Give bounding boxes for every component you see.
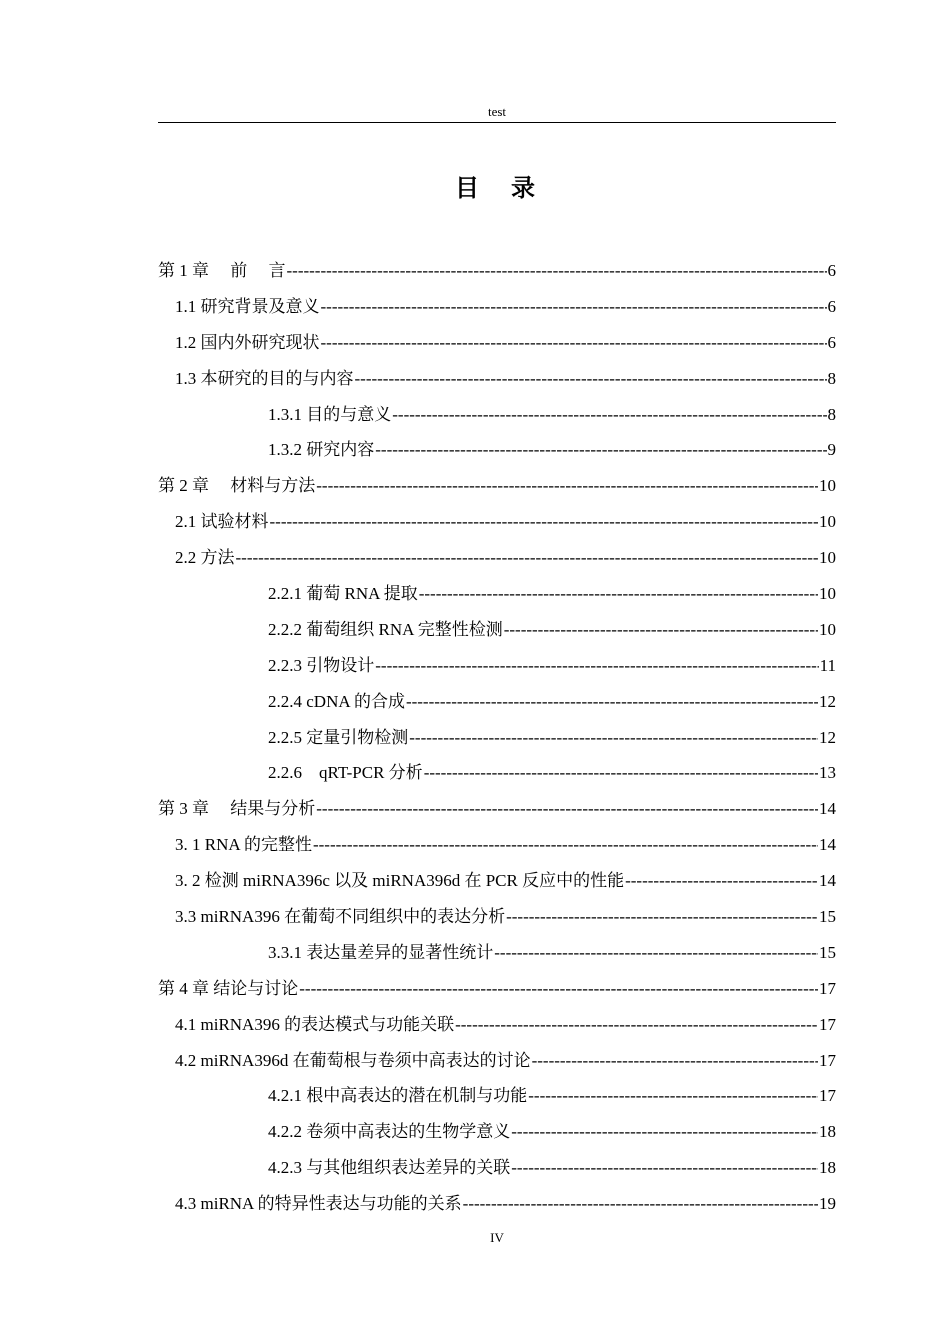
toc-entry[interactable] (158, 938, 836, 974)
toc-leader (532, 1051, 818, 1071)
toc-entry[interactable] (158, 292, 836, 328)
toc-entry-label: 2.2.1 葡萄 RNA 提取 (268, 584, 418, 604)
toc-entry[interactable] (158, 328, 836, 364)
toc-entry[interactable] (158, 974, 836, 1010)
toc-title: 目 录 (455, 174, 539, 202)
toc-entry-label: 2.2.5 定量引物检测 (268, 727, 409, 747)
toc-leader (392, 405, 826, 425)
toc-entry-label: 4.2.2 卷须中高表达的生物学意义 (268, 1122, 511, 1142)
toc-entry[interactable] (158, 1010, 836, 1046)
toc-entry[interactable] (158, 1189, 836, 1225)
toc-entry[interactable] (158, 579, 836, 615)
toc-leader (424, 763, 818, 783)
toc-entry-page: 10 (819, 584, 836, 604)
toc-entry-label: 第 4 章 结论与讨论 (158, 978, 299, 998)
toc-entry[interactable] (158, 902, 836, 938)
page-number: IV (490, 1230, 504, 1245)
toc-entry-label: 1.1 研究背景及意义 (175, 296, 320, 316)
toc-leader (528, 1086, 818, 1106)
toc-entry-label: 3.3 miRNA396 在葡萄不同组织中的表达分析 (175, 907, 506, 927)
toc-entry-label: 第 3 章 结果与分析 (158, 799, 316, 819)
toc-entry-label: 4.3 miRNA 的特异性表达与功能的关系 (175, 1194, 462, 1214)
toc-entry[interactable] (158, 400, 836, 436)
toc-entry-label: 3.3.1 表达量差异的显著性统计 (268, 942, 494, 962)
toc-leader (506, 907, 818, 927)
toc-entry[interactable] (158, 1081, 836, 1117)
toc-entry-label: 2.2.2 葡萄组织 RNA 完整性检测 (268, 619, 503, 639)
toc-leader (494, 943, 818, 963)
toc-entry-label: 4.2 miRNA396d 在葡萄根与卷须中高表达的讨论 (175, 1050, 531, 1070)
toc-leader (299, 979, 818, 999)
toc-entry[interactable] (158, 687, 836, 723)
toc-entry-label: 4.2.3 与其他组织表达差异的关联 (268, 1158, 511, 1178)
toc-leader (511, 1158, 818, 1178)
toc-entry-page: 11 (819, 655, 836, 675)
toc-leader (504, 620, 818, 640)
toc-entry[interactable] (158, 364, 836, 400)
toc-entry-page: 18 (819, 1122, 836, 1142)
toc-entry-label: 1.3.2 研究内容 (268, 440, 375, 460)
page-header: test (487, 104, 507, 119)
toc-leader (313, 835, 818, 855)
toc-leader (409, 728, 818, 748)
toc-entry-page: 12 (819, 691, 836, 711)
toc-entry-page: 14 (819, 871, 836, 891)
table-of-contents (158, 256, 836, 1225)
toc-entry-page: 6 (827, 261, 836, 280)
toc-entry[interactable] (158, 830, 836, 866)
toc-entry-page: 10 (819, 619, 836, 639)
toc-entry-label: 第 1 章 前 言 (158, 261, 286, 280)
toc-entry-page: 17 (819, 978, 836, 998)
toc-entry-label: 4.2.1 根中高表达的潜在机制与功能 (268, 1086, 528, 1106)
toc-leader (321, 333, 827, 353)
toc-leader (406, 692, 818, 712)
toc-entry[interactable] (158, 507, 836, 543)
toc-leader (236, 548, 819, 568)
toc-entry-page: 14 (819, 799, 836, 819)
toc-entry[interactable] (158, 723, 836, 759)
toc-entry[interactable] (158, 1153, 836, 1189)
toc-leader (375, 440, 826, 460)
toc-entry-page: 6 (827, 296, 836, 316)
toc-leader (316, 476, 818, 496)
toc-entry-page: 8 (827, 368, 836, 388)
toc-entry-page: 13 (819, 763, 836, 783)
toc-entry[interactable] (158, 794, 836, 830)
toc-leader (419, 584, 818, 604)
toc-leader (625, 871, 818, 891)
toc-entry[interactable] (158, 1117, 836, 1153)
toc-entry-label: 4.1 miRNA396 的表达模式与功能关联 (175, 1014, 455, 1034)
toc-entry[interactable] (158, 615, 836, 651)
toc-entry-label: 2.1 试验材料 (175, 512, 269, 532)
toc-entry-page: 17 (819, 1050, 836, 1070)
toc-entry[interactable] (158, 866, 836, 902)
toc-entry-page: 15 (819, 942, 836, 962)
toc-entry[interactable] (158, 651, 836, 687)
toc-entry-page: 10 (819, 512, 836, 532)
toc-entry-label: 第 2 章 材料与方法 (158, 476, 316, 496)
toc-entry-label: 1.3 本研究的目的与内容 (175, 368, 354, 388)
toc-leader (355, 369, 827, 389)
toc-entry-page: 9 (827, 440, 836, 460)
toc-entry[interactable] (158, 256, 836, 292)
toc-entry-label: 1.3.1 目的与意义 (268, 404, 392, 424)
toc-entry-page: 12 (819, 727, 836, 747)
toc-entry-label: 1.2 国内外研究现状 (175, 332, 320, 352)
toc-entry[interactable] (158, 758, 836, 794)
toc-leader (321, 297, 827, 317)
toc-entry-page: 17 (819, 1086, 836, 1106)
toc-entry-page: 19 (819, 1194, 836, 1214)
toc-entry-page: 6 (827, 332, 836, 352)
toc-entry-label: 2.2.3 引物设计 (268, 655, 375, 675)
toc-entry[interactable] (158, 543, 836, 579)
toc-entry[interactable] (158, 435, 836, 471)
toc-entry-page: 14 (819, 835, 836, 855)
toc-entry[interactable] (158, 1046, 836, 1082)
toc-leader (316, 799, 818, 819)
toc-leader (375, 656, 818, 676)
toc-entry-label: 2.2.4 cDNA 的合成 (268, 691, 405, 711)
toc-leader (463, 1194, 818, 1214)
toc-leader (511, 1122, 818, 1142)
toc-entry-label: 2.2.6 qRT-PCR 分析 (268, 763, 423, 783)
toc-entry-label: 3. 1 RNA 的完整性 (175, 835, 312, 855)
header-rule (158, 122, 836, 123)
toc-entry-label: 2.2 方法 (175, 548, 235, 568)
toc-entry-page: 18 (819, 1158, 836, 1178)
toc-leader (270, 512, 819, 532)
toc-entry[interactable] (158, 471, 836, 507)
toc-entry-page: 8 (827, 404, 836, 424)
toc-entry-page: 10 (819, 548, 836, 568)
toc-entry-page: 10 (819, 476, 836, 496)
toc-entry-label: 3. 2 检测 miRNA396c 以及 miRNA396d 在 PCR 反应中的性能 (175, 871, 625, 891)
toc-entry-page: 17 (819, 1014, 836, 1034)
toc-entry-page: 15 (819, 907, 836, 927)
toc-leader (287, 261, 827, 281)
toc-leader (455, 1015, 818, 1035)
